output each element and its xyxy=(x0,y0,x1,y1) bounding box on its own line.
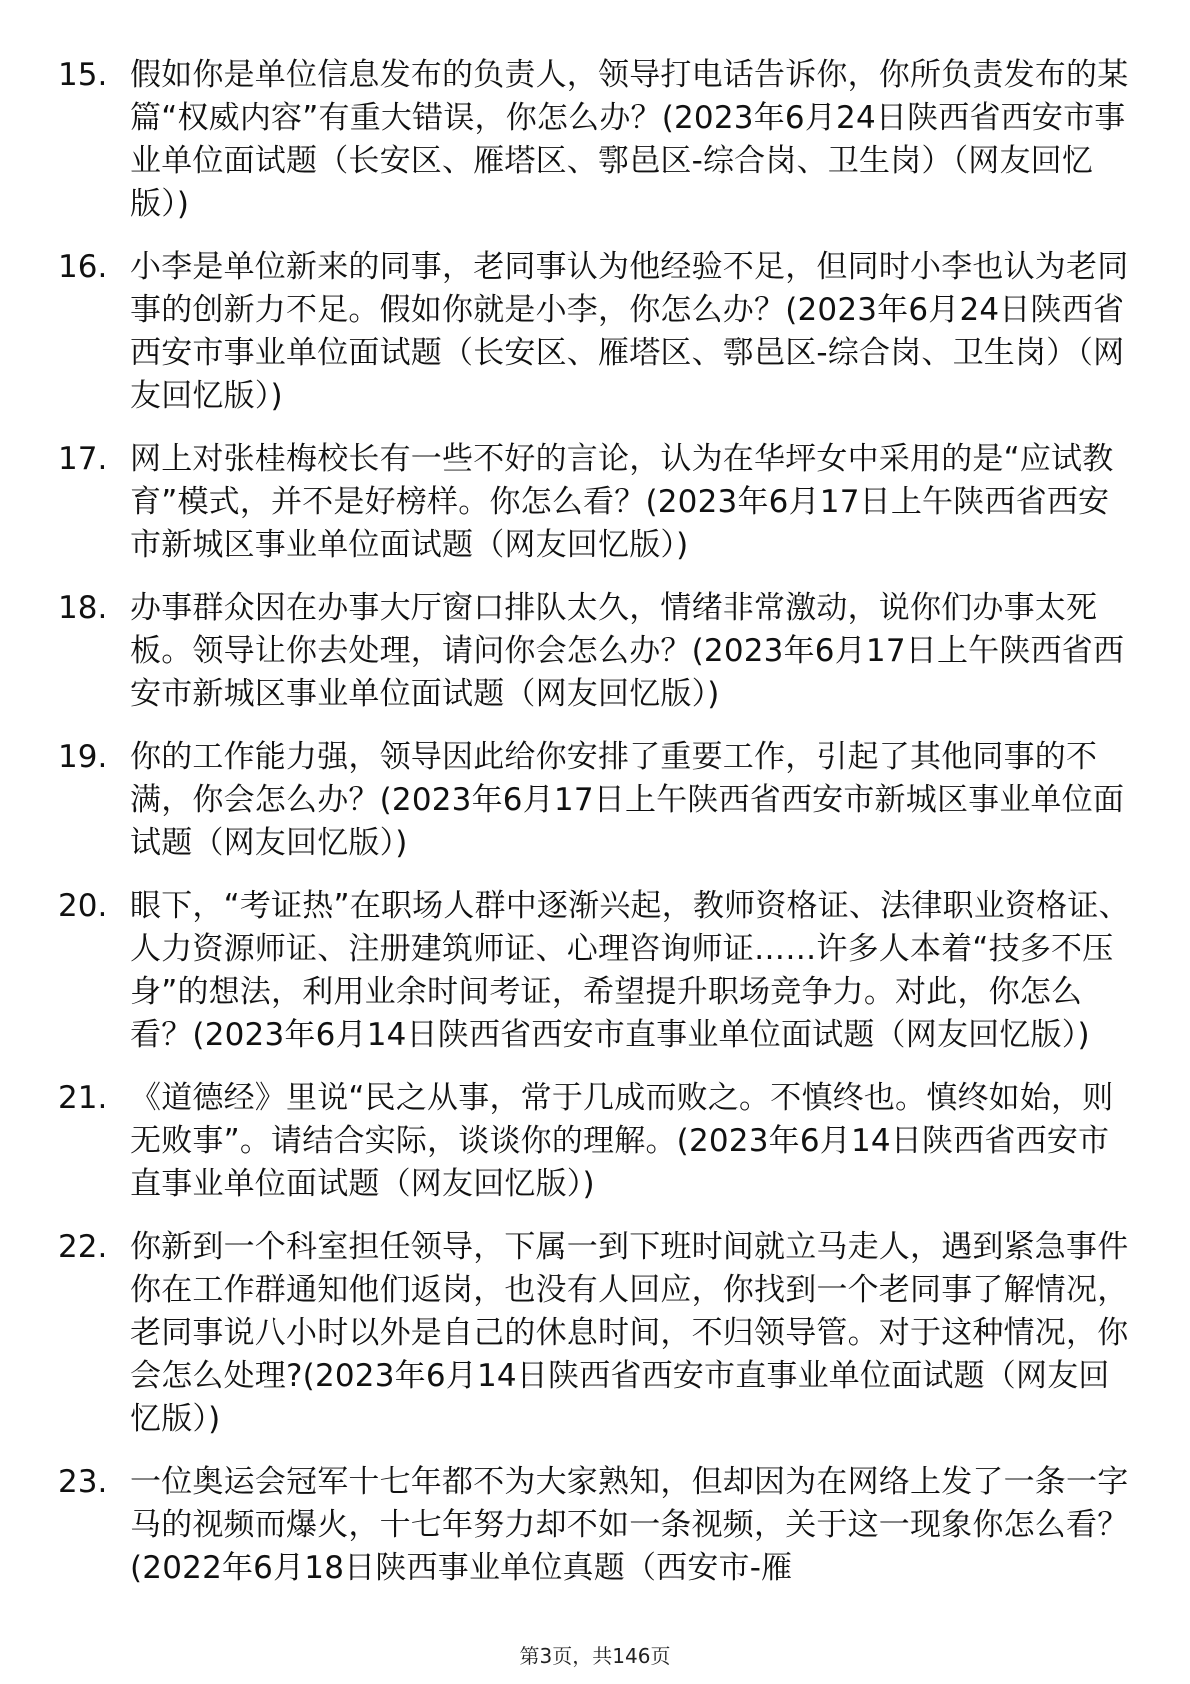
question-item xyxy=(58,54,1138,226)
question-number: 23. xyxy=(58,1464,108,1500)
question-text: 你新到一个科室担任领导，下属一到下班时间就立马走人，遇到紧急事件你在工作群通知他们返岗，也没有人回应，你找到一个老同事了解情况，老同事说八小时以外是自己的休息时间，不归领导管。对于这种情况，你会怎么处理?(2023年6月14日陕西省西安市直事业单位面试题（网友回忆版）) xyxy=(130,1229,1129,1437)
question-item xyxy=(58,736,1138,865)
question-number: 15. xyxy=(58,57,108,93)
question-item xyxy=(58,246,1138,418)
question-number: 20. xyxy=(58,888,108,924)
question-text: 《道德经》里说“民之从事，常于几成而败之。不慎终也。慎终如始，则无败事”。请结合实际，谈谈你的理解。(2023年6月14日陕西省西安市直事业单位面试题（网友回忆版）) xyxy=(130,1080,1114,1202)
question-list xyxy=(58,54,1138,1610)
question-text: 你的工作能力强，领导因此给你安排了重要工作，引起了其他同事的不满，你会怎么办？(2023年6月17日上午陕西省西安市新城区事业单位面试题（网友回忆版）) xyxy=(130,739,1125,861)
question-item xyxy=(58,587,1138,716)
question-item xyxy=(58,1077,1138,1206)
question-item xyxy=(58,885,1138,1057)
question-text: 眼下，“考证热”在职场人群中逐渐兴起，教师资格证、法律职业资格证、人力资源师证、注册建筑师证、心理咨询师证……许多人本着“技多不压身”的想法，利用业余时间考证，希望提升职场竞争力。对此，你怎么看？(2023年6月14日陕西省西安市直事业单位面试题（网友回忆版）) xyxy=(130,888,1130,1053)
question-number: 17. xyxy=(58,441,108,477)
question-item xyxy=(58,438,1138,567)
question-text: 小李是单位新来的同事，老同事认为他经验不足，但同时小李也认为老同事的创新力不足。假如你就是小李，你怎么办？(2023年6月24日陕西省西安市事业单位面试题（长安区、雁塔区、鄠邑区-综合岗、卫生岗）（网友回忆版）) xyxy=(130,249,1129,414)
question-text: 办事群众因在办事大厅窗口排队太久，情绪非常激动，说你们办事太死板。领导让你去处理，请问你会怎么办？(2023年6月17日上午陕西省西安市新城区事业单位面试题（网友回忆版）) xyxy=(130,590,1125,712)
question-text: 网上对张桂梅校长有一些不好的言论，认为在华坪女中采用的是“应试教育”模式，并不是好榜样。你怎么看？(2023年6月17日上午陕西省西安市新城区事业单位面试题（网友回忆版）) xyxy=(130,441,1114,563)
question-text: 一位奥运会冠军十七年都不为大家熟知，但却因为在网络上发了一条一字马的视频而爆火，十七年努力却不如一条视频，关于这一现象你怎么看？(2022年6月18日陕西事业单位真题（西安市-雁 xyxy=(130,1464,1129,1586)
question-text: 假如你是单位信息发布的负责人，领导打电话告诉你，你所负责发布的某篇“权威内容”有重大错误，你怎么办？(2023年6月24日陕西省西安市事业单位面试题（长安区、雁塔区、鄠邑区-综合岗、卫生岗）（网友回忆版）) xyxy=(130,57,1129,222)
question-item xyxy=(58,1461,1138,1590)
page-number: 第3页，共146页 xyxy=(519,1644,671,1668)
question-number: 22. xyxy=(58,1229,108,1265)
question-number: 18. xyxy=(58,590,108,626)
question-item xyxy=(58,1226,1138,1441)
question-number: 16. xyxy=(58,249,108,285)
question-number: 21. xyxy=(58,1080,108,1116)
question-number: 19. xyxy=(58,739,108,775)
